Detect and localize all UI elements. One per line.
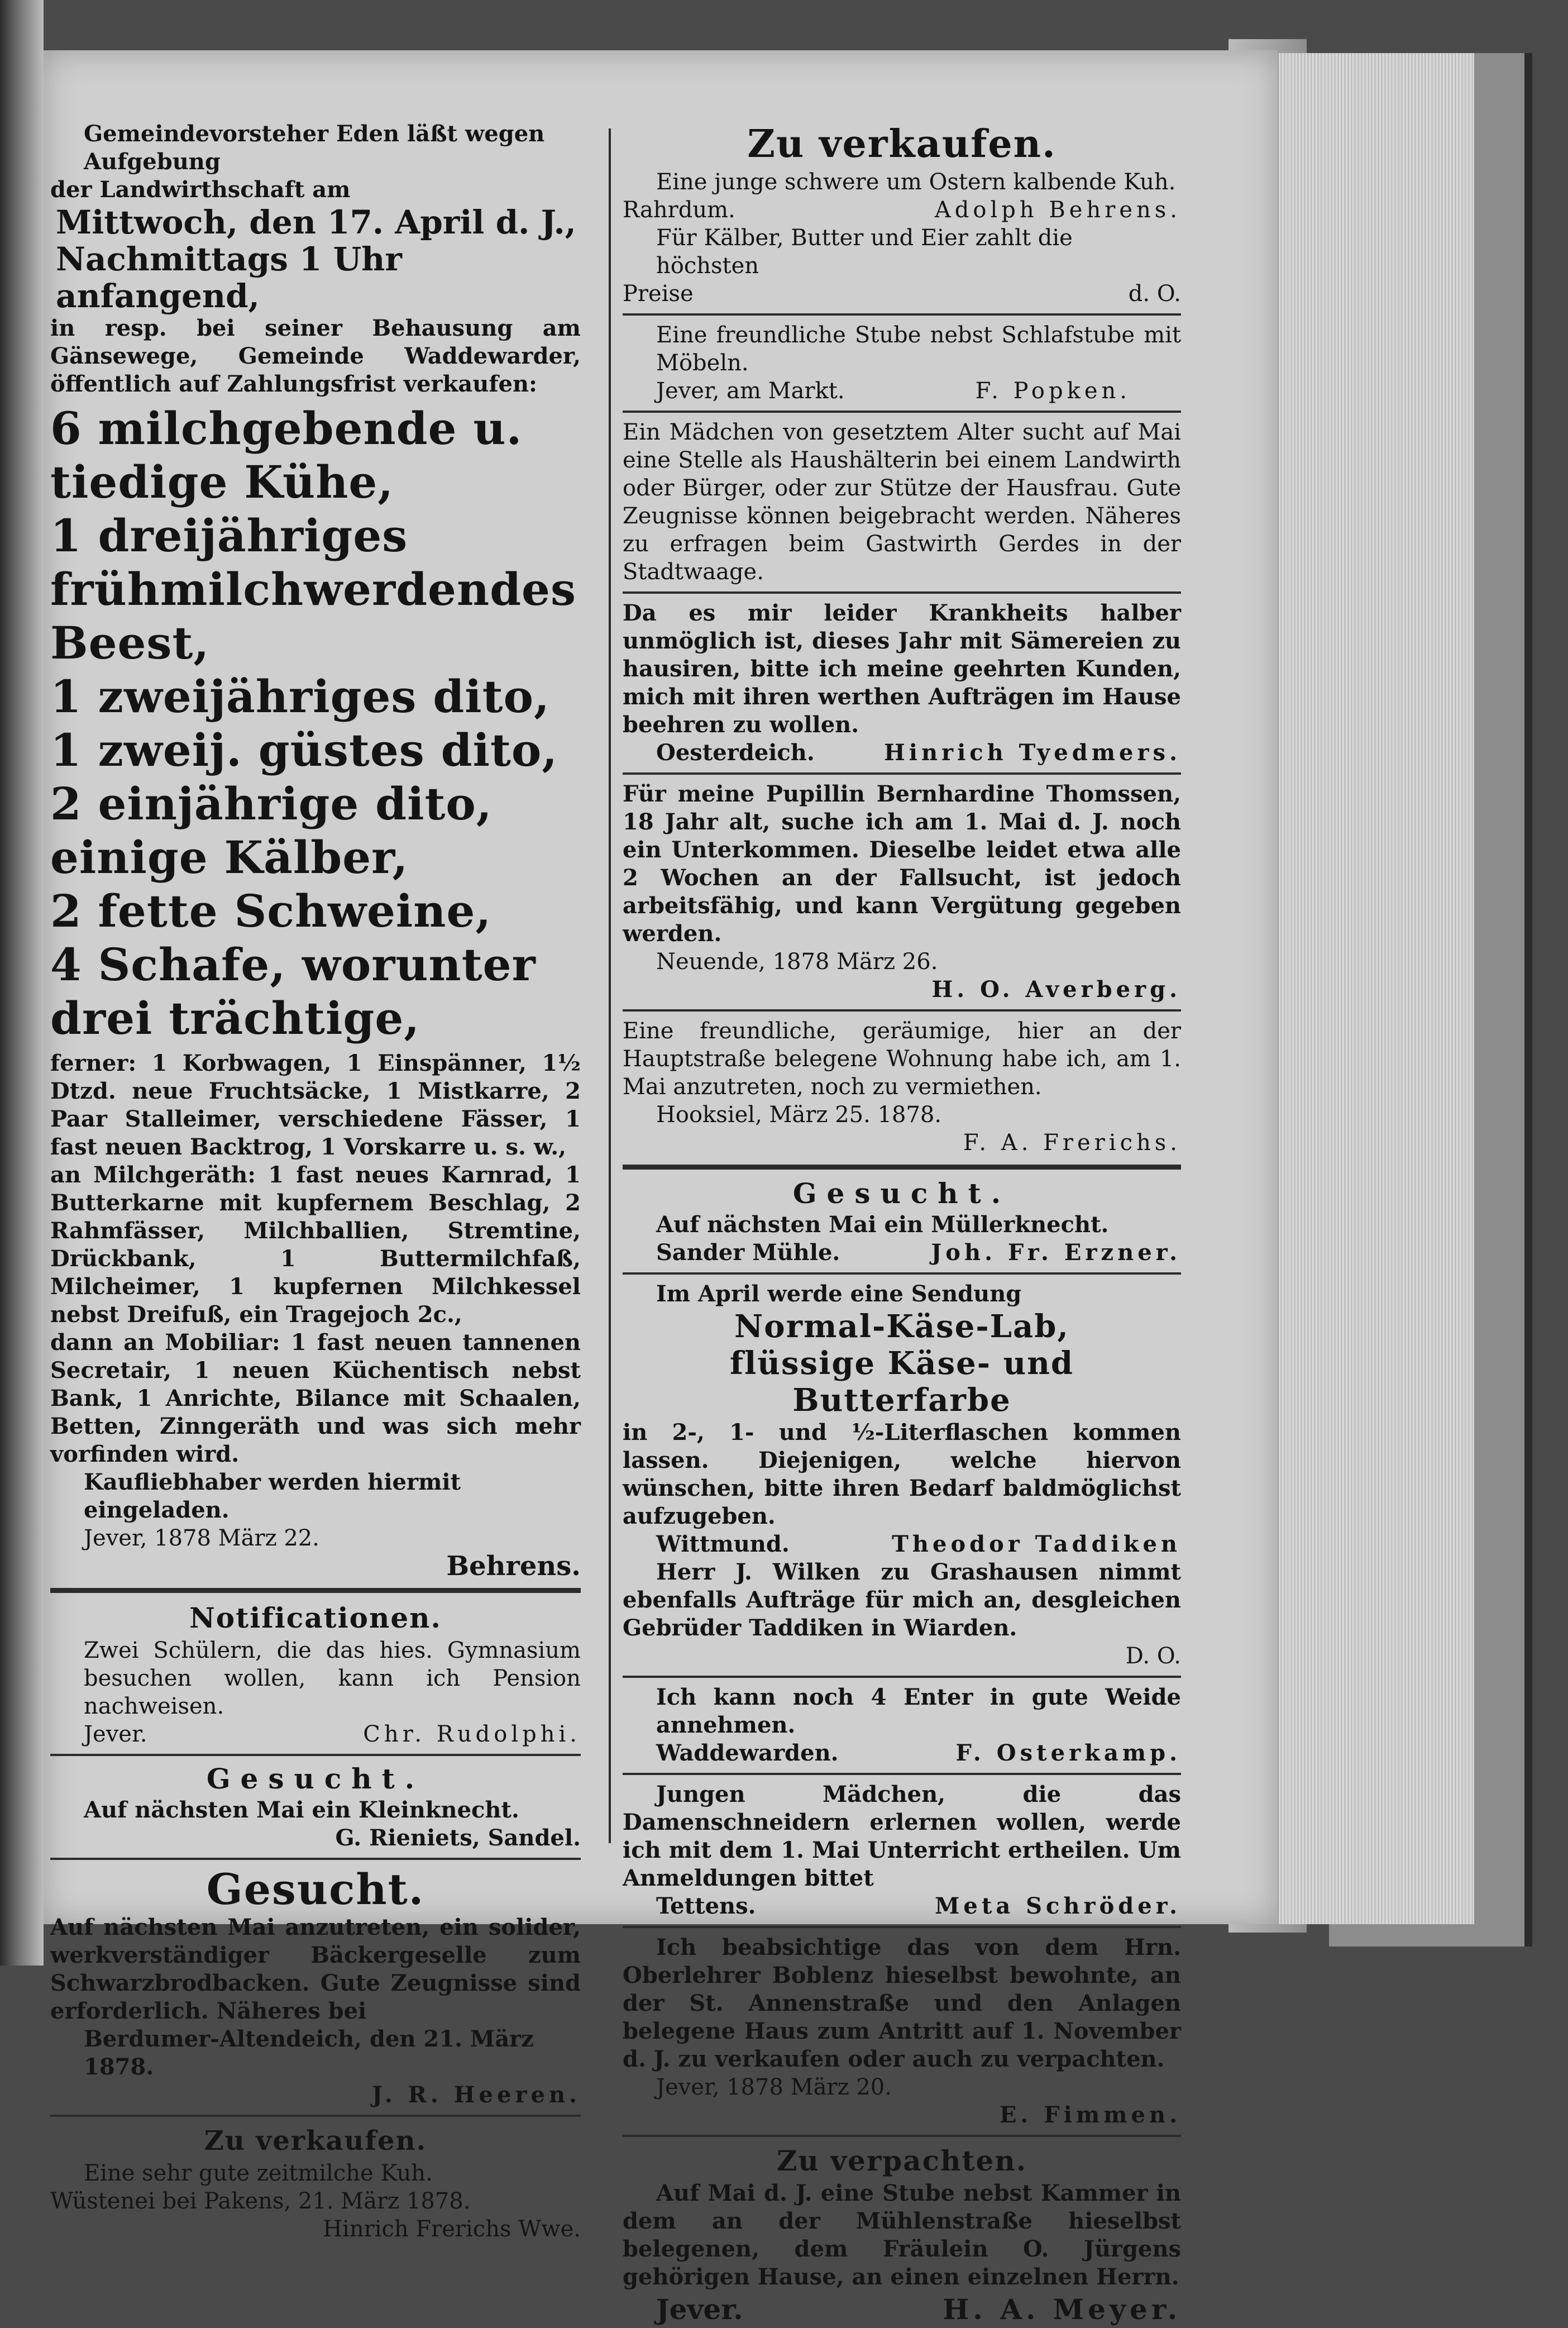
- section-rule: [623, 1272, 1181, 1275]
- verkaufen-signature: d. O.: [1128, 281, 1181, 307]
- section-rule: [623, 591, 1181, 594]
- haus-notice: [623, 1934, 1181, 2129]
- section-rule: [623, 411, 1181, 413]
- auction-notice: [50, 120, 581, 1580]
- pupillin-text: Für meine Pupillin Bernhardine Thomssen, 18 Jahr alt, suche ich am 1. Mai d. J. noch ein Unterkommen. Dieselbe leidet etwa alle 2 Wochen an der Fallsucht, ist jedoch arbeitsfähig, und kann Vergütung gegeben werden.: [623, 781, 1181, 947]
- gesucht-heading: Gesucht.: [206, 1762, 425, 1795]
- auction-item: 2 fette Schweine,: [50, 885, 492, 937]
- auction-item: 1 dreijähriges frühmilchwerdendes Beest,: [50, 509, 576, 669]
- verpachten-heading: Zu verpachten.: [776, 2144, 1027, 2177]
- signature-row: [623, 1739, 1181, 1767]
- auction-items: [50, 402, 581, 1045]
- auction-item: 6 milchgebende u. tiedige Kühe,: [50, 402, 523, 508]
- section-rule: [623, 2135, 1181, 2137]
- verkaufen-signature: Hinrich Frerichs Wwe.: [323, 2216, 581, 2242]
- gesucht-baecker-signature: J. R. Heeren.: [372, 2082, 581, 2108]
- section-rule: [623, 1676, 1181, 1678]
- verpachten-signature: H. A. Meyer.: [943, 2293, 1181, 2326]
- auction-item: einige Kälber,: [50, 831, 409, 884]
- verkaufen-kuh-notice: [50, 2122, 581, 2243]
- muellerknecht-heading: Gesucht.: [792, 1177, 1011, 1210]
- signature-row: [623, 280, 1181, 308]
- stube-place: Jever, am Markt.: [656, 378, 845, 404]
- auction-signature: Behrens.: [446, 1551, 581, 1582]
- verkaufen-line: Für Kälber, Butter und Eier zahlt die höchsten: [656, 225, 1073, 279]
- maedchen-text: Ein Mädchen von gesetztem Alter sucht auf Mai eine Stelle als Haushälterin bei einem Landwirth oder Bürger, oder zur Stütze der Hausfrau. Gute Zeugnisse können beigebracht werden. Näheres zu erfragen beim Gastwirth Gerdes in der Stadtwaage.: [623, 419, 1181, 585]
- haus-text: Ich beabsichtige das von dem Hrn. Oberlehrer Boblenz hieselbst bewohnte, an der St. Annenstraße und den Anlagen belegene Haus zum Antritt auf 1. November d. J. zu verkaufen oder auch zu verpachten.: [623, 1934, 1181, 2072]
- wohnung-signature: F. A. Frerichs.: [963, 1130, 1181, 1156]
- auction-intro: Gemeindevorsteher Eden läßt wegen Aufgebung: [84, 121, 545, 175]
- section-rule: [50, 1858, 581, 1860]
- saemereien-notice: [623, 599, 1181, 767]
- auction-item: 1 zweijähriges dito,: [50, 670, 550, 723]
- gesucht-baecker-place-date: Berdumer-Altendeich, den 21. März 1878.: [84, 2026, 534, 2080]
- section-rule: [623, 772, 1181, 775]
- verkaufen-line: Preise: [623, 281, 694, 307]
- book-left-edge: [0, 0, 44, 1966]
- auction-milchgeraeth: an Milchgeräth: 1 fast neues Karnrad, 1 Butterkarne mit kupfernem Beschlag, 2 Rahmfässer, Milchballien, Stremtine, Drückbank, 1 Buttermilchfaß, Milcheimer, 1 kupfernen Milchkessel nebst Dreifuß, ein Tragejoch 2c.,: [50, 1162, 581, 1328]
- kaeselab-title: Normal-Käse-Lab,: [734, 1308, 1069, 1345]
- stube-signature: F. Popken.: [975, 378, 1131, 404]
- damenschneidern-text: Jungen Mädchen, die das Damenschneidern erlernen wollen, werde ich mit dem 1. Mai Unterricht ertheilen. Um Anmeldungen bittet: [623, 1781, 1181, 1891]
- verkaufen-text: Eine sehr gute zeitmilche Kuh.: [84, 2160, 433, 2186]
- verkaufen-place: Rahrdum.: [623, 197, 735, 223]
- haus-signature: E. Fimmen.: [999, 2102, 1181, 2128]
- kaeselab-place: Wittmund.: [656, 1531, 790, 1557]
- weide-place: Waddewarden.: [656, 1740, 839, 1766]
- section-rule: [50, 1754, 581, 1756]
- signature-row: [623, 377, 1181, 405]
- verkaufen-heading: Zu verkaufen.: [747, 122, 1057, 166]
- signature-row: [623, 1892, 1181, 1920]
- pupillin-notice: [623, 780, 1181, 1004]
- damenschneidern-place: Tettens.: [656, 1893, 756, 1919]
- auction-mobiliar: dann an Mobiliar: 1 fast neuen tannenen Secretair, 1 neuen Küchentisch nebst Bank, 1 Anrichte, Bilance mit Schaalen, Betten, Zinngeräth und was sich mehr vorfinden wird.: [50, 1329, 581, 1467]
- verkaufen-place-date: Wüstenei bei Pakens, 21. März 1878.: [50, 2188, 471, 2214]
- gesucht-baecker-notice: [50, 1866, 581, 2109]
- auction-ferner: ferner: 1 Korbwagen, 1 Einspänner, 1½ Dtzd. neue Fruchtsäcke, 1 Mistkarre, 2 Paar Stalleimer, verschiedene Fässer, 1 fast neuen Backtrog, 1 Vorskarre u. s. w.,: [50, 1050, 581, 1160]
- notifications-notice: [50, 1600, 581, 1748]
- wohnung-notice: [623, 1017, 1181, 1157]
- section-rule: [623, 1926, 1181, 1928]
- verkaufen-notice: [623, 120, 1181, 308]
- maedchen-notice: [623, 418, 1181, 586]
- section-rule: [623, 1773, 1181, 1775]
- damenschneidern-signature: Meta Schröder.: [935, 1893, 1181, 1919]
- signature-row: [50, 1720, 581, 1748]
- section-rule: [623, 1009, 1181, 1012]
- muellerknecht-text: Auf nächsten Mai ein Müllerknecht.: [656, 1211, 1109, 1238]
- verpachten-place: Jever.: [656, 2293, 743, 2326]
- signature-row: [623, 1530, 1181, 1558]
- auction-time: Nachmittags 1 Uhr anfangend,: [56, 240, 402, 315]
- verkaufen-line: Eine junge schwere um Ostern kalbende Kuh.: [656, 169, 1176, 195]
- muellerknecht-notice: [623, 1176, 1181, 1267]
- signature-row: [623, 1239, 1181, 1267]
- saemereien-place: Oesterdeich.: [656, 740, 815, 766]
- damenschneidern-notice: [623, 1781, 1181, 1920]
- notifications-place: Jever.: [84, 1721, 147, 1747]
- kaeselab-signature-2: D. O.: [1125, 1643, 1181, 1669]
- kaeselab-signature: Theodor Taddiken: [892, 1531, 1181, 1557]
- kaeselab-notice: [623, 1280, 1181, 1670]
- auction-item: 4 Schafe, worunter drei trächtige,: [50, 938, 536, 1044]
- stube-text: Eine freundliche Stube nebst Schlafstube mit Möbeln.: [656, 322, 1181, 376]
- auction-date: Mittwoch, den 17. April d. J.,: [56, 203, 576, 241]
- auction-intro-2: der Landwirthschaft am: [50, 176, 351, 203]
- kaeselab-title-2: flüssige Käse- und Butterfarbe: [729, 1345, 1074, 1419]
- muellerknecht-signature: Joh. Fr. Erzner.: [931, 1239, 1181, 1266]
- stube-notice: [623, 321, 1181, 405]
- section-rule: [623, 313, 1181, 316]
- kaeselab-intro: Im April werde eine Sendung: [656, 1281, 1022, 1307]
- notifications-signature: Chr. Rudolphi.: [363, 1721, 581, 1747]
- auction-invite: Kaufliebhaber werden hiermit eingeladen.: [84, 1469, 461, 1523]
- notifications-text: Zwei Schülern, die das hies. Gymnasium besuchen wollen, kann ich Pension nachweisen.: [84, 1638, 581, 1719]
- notifications-heading: Notificationen.: [189, 1601, 442, 1634]
- verpachten-notice: [623, 2143, 1181, 2328]
- gesucht-kleinknecht-notice: [50, 1762, 581, 1852]
- haus-place-date: Jever, 1878 März 20.: [656, 2074, 892, 2100]
- weide-notice: [623, 1683, 1181, 1767]
- weide-text: Ich kann noch 4 Enter in gute Weide annehmen.: [656, 1684, 1181, 1738]
- left-column: [50, 120, 581, 2243]
- signature-row: [623, 2291, 1181, 2328]
- saemereien-text: Da es mir leider Krankheits halber unmöglich ist, dieses Jahr mit Sämereien zu hausiren, bitte ich meine geehrten Kunden, mich mit ihren werthen Aufträgen im Hause beehren zu wollen.: [623, 600, 1181, 738]
- page-stack-edges: [1279, 53, 1474, 1924]
- verkaufen-heading: Zu verkaufen.: [204, 2125, 427, 2157]
- kaeselab-text: in 2-, 1- und ½-Literflaschen kommen lassen. Diejenigen, welche hiervon wünschen, bitte ihren Bedarf baldmöglichst aufzugeben.: [623, 1419, 1181, 1529]
- muellerknecht-place: Sander Mühle.: [656, 1239, 840, 1266]
- wohnung-text: Eine freundliche, geräumige, hier an der Hauptstraße belegene Wohnung habe ich, am 1. Mai anzutreten, noch zu vermiethen.: [623, 1018, 1181, 1100]
- section-rule: [50, 2115, 581, 2117]
- gesucht-signature: G. Rieniets, Sandel.: [335, 1825, 581, 1851]
- auction-location: in resp. bei seiner Behausung am Gänsewege, Gemeinde Waddewarder, öffentlich auf Zahlungsfrist verkaufen:: [50, 315, 581, 397]
- verkaufen-signature: Adolph Behrens.: [934, 197, 1181, 223]
- verpachten-text: Auf Mai d. J. eine Stube nebst Kammer in dem an der Mühlenstraße hieselbst belegenen, dem Fräulein O. Jürgens gehörigen Hause, an einen einzelnen Herrn.: [623, 2180, 1181, 2290]
- auction-item: 2 einjährige dito,: [50, 777, 493, 830]
- section-rule: [623, 1165, 1181, 1170]
- pupillin-signature: H. O. Averberg.: [931, 976, 1181, 1003]
- gesucht-text: Auf nächsten Mai ein Kleinknecht.: [84, 1797, 519, 1823]
- saemereien-signature: Hinrich Tyedmers.: [883, 740, 1181, 766]
- gesucht-baecker-heading: Gesucht.: [206, 1864, 425, 1914]
- auction-place-date: Jever, 1878 März 22.: [84, 1525, 319, 1551]
- signature-row: [623, 196, 1181, 224]
- weide-signature: F. Osterkamp.: [955, 1740, 1181, 1766]
- kaeselab-text-2: Herr J. Wilken zu Grashausen nimmt ebenfalls Aufträge für mich an, desgleichen Gebrüder Taddiken in Wiarden.: [623, 1559, 1181, 1641]
- pupillin-place-date: Neuende, 1878 März 26.: [656, 949, 938, 975]
- gesucht-baecker-text: Auf nächsten Mai anzutreten, ein solider, werkverständiger Bäckergeselle zum Schwarzbrodbacken. Gute Zeugnisse sind erforderlich. Näheres bei: [50, 1914, 581, 2024]
- section-rule: [50, 1588, 581, 1593]
- column-divider: [609, 128, 611, 1843]
- right-column: [623, 120, 1181, 2328]
- signature-row: [623, 739, 1181, 767]
- auction-item: 1 zweij. güstes dito,: [50, 724, 558, 776]
- wohnung-place-date: Hooksiel, März 25. 1878.: [656, 1102, 942, 1128]
